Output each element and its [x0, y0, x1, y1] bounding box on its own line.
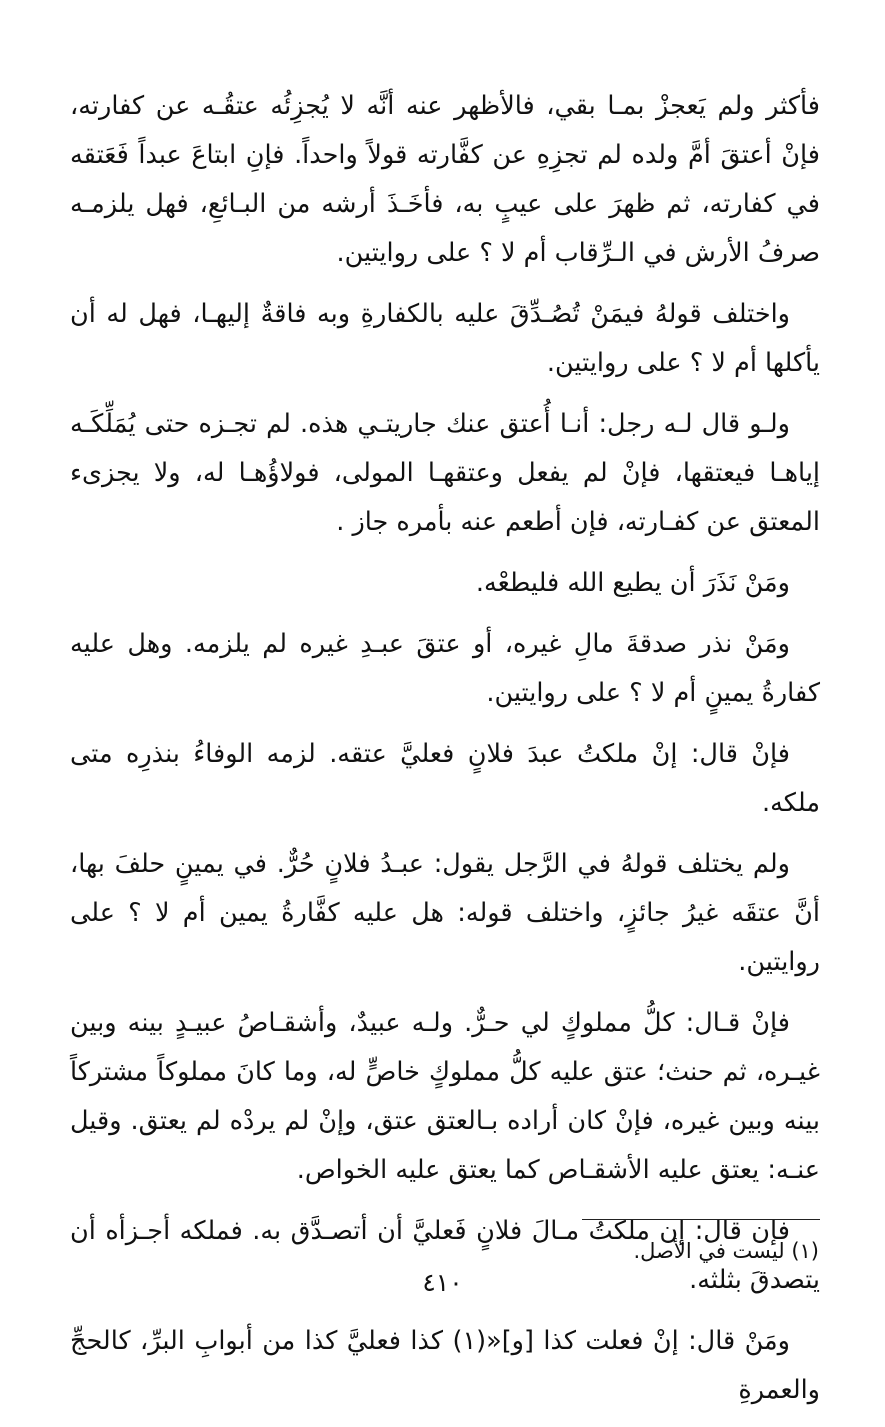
footnote: (١) ليست في الأصل.: [633, 1239, 819, 1263]
paragraph: واختلف قولهُ فيمَنْ تُصُـدِّقَ عليه بالكفارةِ وبه فاقةٌ إليهـا، فهل له أن يأكلها أم لا ؟ على روايتين.: [70, 299, 820, 378]
paragraph: فإنْ قـال: كلُّ مملوكٍ لي حـرٌّ. ولـه عبيدٌ، وأشقـاصُ عبيـدٍ بينه وبين غيـره، ثم حنث؛ عتق عليه كلُّ مملوكٍ خاصٍّ له، وما كانَ مملوكاً مشتركاً بينه وبين غيره، فإنْ كان أراده بـالعتق عتق، وإنْ لم يردْه لم يعتق. وقيل عنـه: يعتق عليه الأشقـاص كما يعتق عليه الخواص.: [70, 1008, 820, 1185]
paragraph: فإنْ قال: إنْ ملكتُ عبدَ فلانٍ فعليَّ عتقه. لزمه الوفاءُ بنذرِه متى ملكه.: [70, 739, 820, 818]
paragraph: ومَنْ قال: إنْ فعلت كذا [و]«(١) كذا فعليَّ كذا من أبوابِ البرِّ، كالحجِّ والعمرةِ: [70, 1326, 820, 1405]
paragraph: ومَنْ نذر صدقةَ مالِ غيره، أو عتقَ عبـدِ غيره لم يلزمه. وهل عليه كفارةُ يمينٍ أم لا ؟ على روايتين.: [70, 629, 820, 708]
paragraph: فأكثر ولم يَعجزْ بمـا بقي، فالأظهر عنه أنَّه لا يُجزِئُه عتقُـه عن كفارته، فإنْ أعتقَ أمَّ ولده لم تجزِهِ عن كفَّارته قولاً واحداً. فإنِ ابتاعَ عبداً فَعَتقه في كفارته، ثم ظهرَ على عيبٍ به، فأخَـذَ أرشه من البـائعِ، فهل يلزمـه صرفُ الأرش في الـرِّقاب أم لا ؟ على روايتين.: [70, 91, 820, 268]
page-body: [70, 82, 820, 1427]
page-number: ٤١٠: [422, 1268, 463, 1297]
footnote-divider: [582, 1219, 820, 1220]
paragraph: ولم يختلف قولهُ في الرَّجل يقول: عبـدُ فلانٍ حُرٌّ. في يمينٍ حلفَ بها، أنَّ عتقَه غيرُ جائزٍ، واختلف قوله: هل عليه كفَّارةُ يمين أم لا ؟ على روايتين.: [70, 849, 820, 977]
paragraph: فإن قال: إن ملكتُ مـالَ فلانٍ فَعليَّ أن أتصـدَّق به. فملكه أجـزأه أن يتصدقَ بثلثه.: [70, 1216, 820, 1295]
paragraph: ولـو قال لـه رجل: أنـا أُعتق عنك جاريتـي هذه. لم تجـزه حتى يُمَلِّكَـه إياهـا فيعتقها، فإنْ لم يفعل وعتقهـا المولى، فولاؤُهـا له، ولا يجزىء المعتق عن كفـارته، فإن أطعم عنه بأمره جاز .: [70, 409, 820, 537]
paragraph: ومَنْ نَذَرَ أن يطيع الله فليطعْه.: [475, 568, 790, 598]
